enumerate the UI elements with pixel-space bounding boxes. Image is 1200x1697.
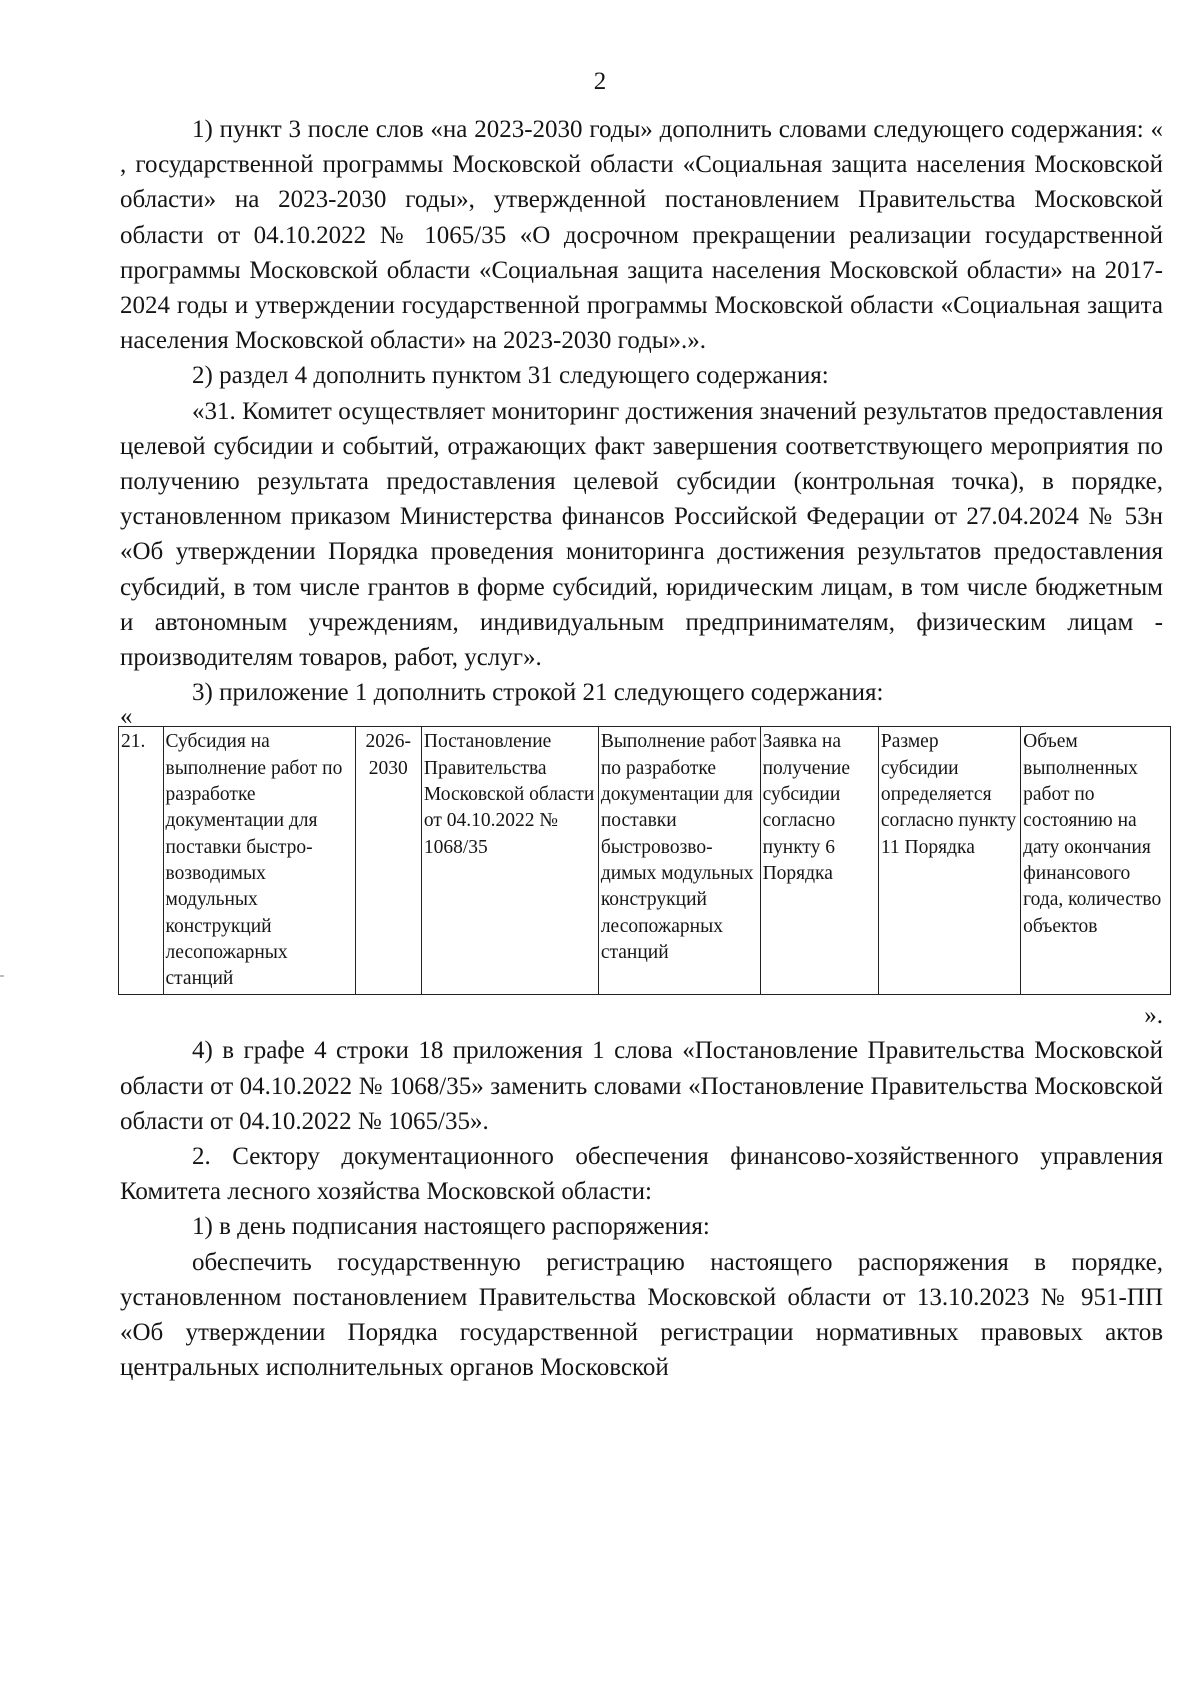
paragraph-section-31: «31. Комитет осуществляет мониторинг достижения значений результатов предоставления целевой субсидии и событий, отражающих факт завершения соответствующего мероприятия по получению результата предоставления целевой субсидии (контрольная точка), в порядке, установленном приказом Министерства финансов Российской Федерации от 27.04.2024 № 53н «Об утверждении Порядка проведения мониторинга достижения результатов предоставления субсидий, в том числе грантов в форме субсидий, юридическим лицам, в том числе бюджетным и автономным учреждениям, индивидуальным предпринимателям, физическим лицам - производителям товаров, работ, услуг». xyxy=(120,397,1163,672)
appendix-table xyxy=(118,726,1171,995)
document-body xyxy=(120,112,1163,1385)
result-cell: Объем выполненных работ по состоянию на дату окончания финансового года, количество объектов xyxy=(1021,727,1171,995)
page-number: 2 xyxy=(593,68,607,95)
purpose-cell: Выполнение работ по разработке документации для поставки быстровозво-димых модульных конструкций лесопожарных станций xyxy=(598,727,760,995)
period-cell: 2026-2030 xyxy=(355,727,421,995)
amount-cell: Размер субсидии определяется согласно пункту 11 Порядка xyxy=(878,727,1020,995)
subsidy-name-cell: Субсидия на выполнение работ по разработке документации для поставки быстро-возводимых модульных конструкций лесопожарных станций xyxy=(163,727,355,995)
paragraph-registration: обеспечить государственную регистрацию настоящего распоряжения в порядке, установленном постановлением Правительства Московской области от 13.10.2023 № 951-ПП «Об утверждении Порядка государственной регистрации нормативных правовых актов центральных исполнительных органов Московской xyxy=(120,1248,1163,1382)
paragraph-item-4: 4) в графе 4 строки 18 приложения 1 слова «Постановление Правительства Московской области от 04.10.2022 № 1068/35» заменить словами «Постановление Правительства Московской области от 04.10.2022 № 1065/35». xyxy=(120,1037,1163,1135)
table-open-quote: « xyxy=(120,703,133,731)
paragraph-item-2: 2) раздел 4 дополнить пунктом 31 следующего содержания: xyxy=(192,362,829,390)
table-row xyxy=(119,727,1171,995)
paragraph-section-2: 2. Сектору документационного обеспечения финансово-хозяйственного управления Комитета лесного хозяйства Московской области: xyxy=(120,1143,1163,1206)
paragraph-item-3: 3) приложение 1 дополнить строкой 21 следующего содержания: xyxy=(192,679,884,707)
paragraph-item-1: 1) пункт 3 после слов «на 2023-2030 годы» дополнить словами следующего содержания: « , государственной программы Московской области «Социальная защита населения Московской области» на 2023-2030 годы», утвержденной постановлением Правительства Московской области от 04.10.2022 № 1065/35 «О досрочном прекращении реализации государственной программы Московской области «Социальная защита населения Московской области» на 2017-2024 годы и утверждении государственной программы Московской области «Социальная защита населения Московской области» на 2023-2030 годы».». xyxy=(120,116,1163,355)
table-close-quote: ». xyxy=(1144,1002,1163,1030)
row-number-cell: 21. xyxy=(119,727,164,995)
scan-artifact xyxy=(0,975,4,977)
paragraph-subitem-1: 1) в день подписания настоящего распоряжения: xyxy=(192,1213,710,1241)
application-cell: Заявка на получение субсидии согласно пункту 6 Порядка xyxy=(760,727,878,995)
legal-basis-cell: Постановление Правительства Московской области от 04.10.2022 № 1068/35 xyxy=(421,727,598,995)
